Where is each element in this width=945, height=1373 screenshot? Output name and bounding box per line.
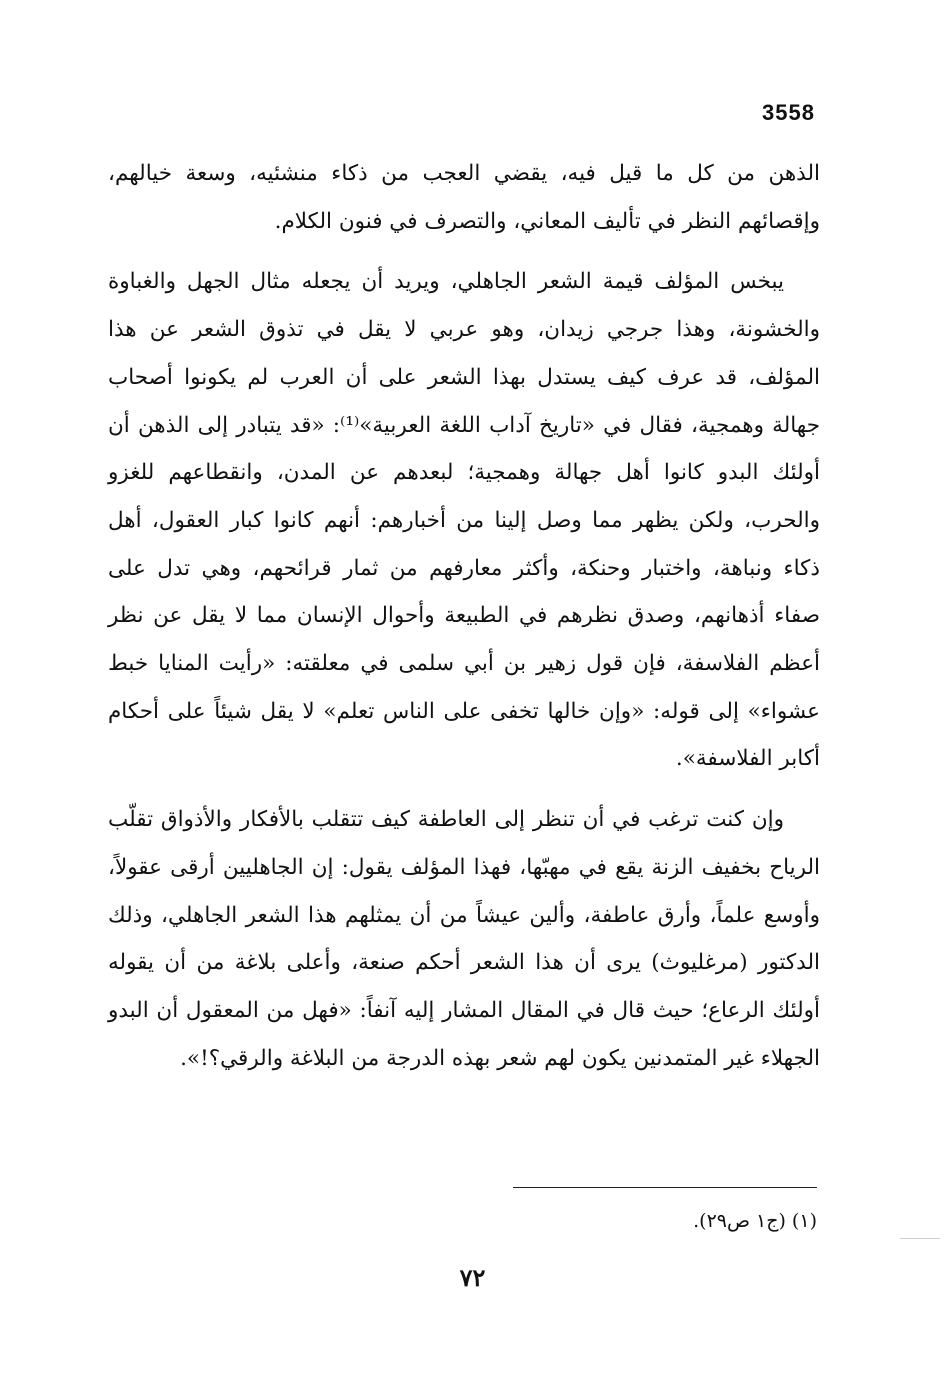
page-number: ٧٢ bbox=[459, 1263, 486, 1292]
paragraph-1: الذهن من كل ما قيل فيه، يقضي العجب من ذكاء منشئيه، وسعة خيالهم، وإقصائهم النظر في تأليف المعاني، والتصرف في فنون الكلام. bbox=[108, 161, 820, 234]
footnote-divider bbox=[513, 1187, 817, 1188]
page-id: 3558 bbox=[762, 100, 815, 125]
main-text bbox=[108, 150, 820, 1082]
footnote: (١) (ج١ ص٢٩). bbox=[693, 1210, 817, 1232]
paragraph-2: يبخس المؤلف قيمة الشعر الجاهلي، ويريد أن يجعله مثال الجهل والغباوة والخشونة، وهذا جرجي زيدان، وهو عربي لا يقل في تذوق الشعر عن هذا المؤلف، قد عرف كيف يستدل بهذا الشعر على أن العرب لم يكونوا أصحاب جهالة وهمجية، فقال في «تاريخ آداب اللغة العربية»⁽¹⁾: «قد يتبادر إلى الذهن أن أولئك البدو كانوا أهل جهالة وهمجية؛ لبعدهم عن المدن، وانقطاعهم للغزو والحرب، ولكن يظهر مما وصل إلينا من أخبارهم: أنهم كانوا كبار العقول، أهل ذكاء ونباهة، واختبار وحنكة، وأكثر معارفهم من ثمار قرائحهم، وهي تدل على صفاء أذهانهم، وصدق نظرهم في الطبيعة وأحوال الإنسان مما لا يقل عن نظر أعظم الفلاسفة، فإن قول زهير بن أبي سلمى في معلقته: «رأيت المنايا خبط عشواء» إلى قوله: «وإن خالها تخفى على الناس تعلم» لا يقل شيئاً على أحكام أكابر الفلاسفة». bbox=[108, 269, 820, 772]
margin-mark bbox=[900, 1238, 940, 1239]
paragraph-3: وإن كنت ترغب في أن تنظر إلى العاطفة كيف تتقلب بالأفكار والأذواق تقلّب الرياح بخفيف الزنة يقع في مهبّها، فهذا المؤلف يقول: إن الجاهليين أرقى عقولاً، وأوسع علماً، وأرق عاطفة، وألين عيشاً من أن يمثلهم هذا الشعر الجاهلي، وذلك الدكتور (مرغليوث) يرى أن هذا الشعر أحكم صنعة، وأعلى بلاغة من أن يقوله أولئك الرعاع؛ حيث قال في المقال المشار إليه آنفاً: «فهل من المعقول أن البدو الجهلاء غير المتمدنين يكون لهم شعر بهذه الدرجة من البلاغة والرقي؟!». bbox=[108, 807, 820, 1071]
